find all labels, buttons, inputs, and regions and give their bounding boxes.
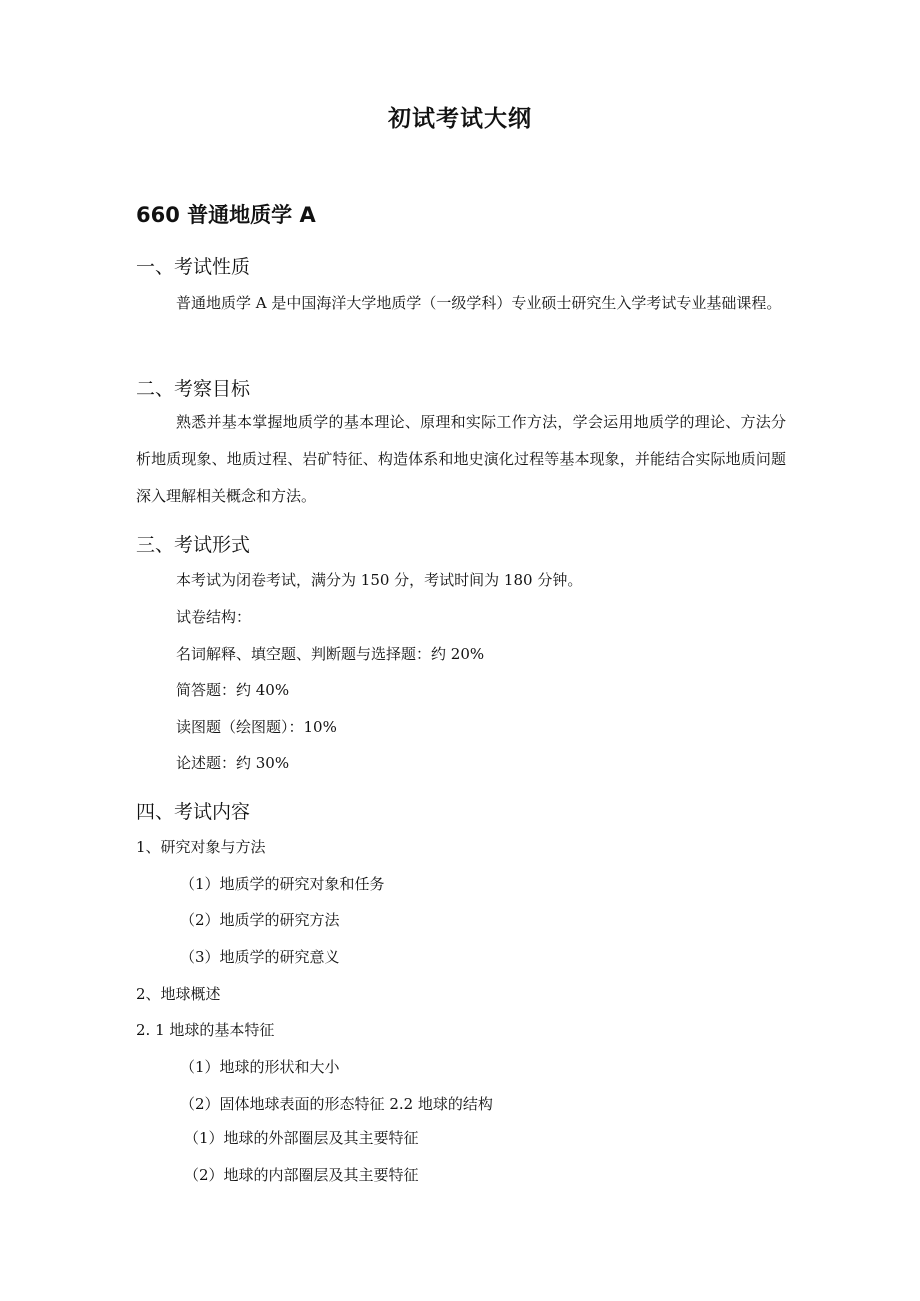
format-line: 试卷结构：: [176, 608, 252, 626]
content-item: （2）固体地球表面的形态特征 2.2 地球的结构: [180, 1095, 493, 1113]
format-line: 简答题：约 40%: [176, 681, 290, 699]
format-line: 名词解释、填空题、判断题与选择题：约 20%: [176, 645, 485, 663]
page-title: 初试考试大纲: [388, 106, 532, 132]
section-paragraph-objective: 熟悉并基本掌握地质学的基本理论、原理和实际工作方法，学会运用地质学的理论、方法分析地质现象、地质过程、岩矿特征、构造体系和地史演化过程等基本现象，并能结合实际地质问题深入理解相关概念和方法。: [136, 413, 786, 505]
section-heading-content: 四、考试内容: [136, 801, 251, 823]
content-item: （1）地球的形状和大小: [180, 1058, 340, 1076]
section-heading-nature: 一、考试性质: [136, 256, 251, 278]
content-item: （2）地球的内部圈层及其主要特征: [184, 1166, 419, 1184]
section-paragraph-nature: 普通地质学 A 是中国海洋大学地质学（一级学科）专业硕士研究生入学考试专业基础课程。: [176, 294, 782, 312]
content-item: （2）地质学的研究方法: [180, 911, 340, 929]
format-line: 本考试为闭卷考试，满分为 150 分，考试时间为 180 分钟。: [176, 571, 583, 589]
section-heading-format: 三、考试形式: [136, 534, 251, 556]
content-item: 2. 1 地球的基本特征: [136, 1021, 275, 1039]
format-line: 读图题（绘图题）：10%: [176, 718, 337, 736]
section-heading-objective: 二、考察目标: [136, 378, 251, 400]
content-item: 2、地球概述: [136, 985, 221, 1003]
content-item: （1）地球的外部圈层及其主要特征: [184, 1129, 419, 1147]
content-item: （3）地质学的研究意义: [180, 948, 340, 966]
format-line: 论述题：约 30%: [176, 754, 290, 772]
content-item: （1）地质学的研究对象和任务: [180, 875, 385, 893]
subject-heading: 660 普通地质学 A: [136, 203, 316, 227]
content-item: 1、研究对象与方法: [136, 838, 266, 856]
